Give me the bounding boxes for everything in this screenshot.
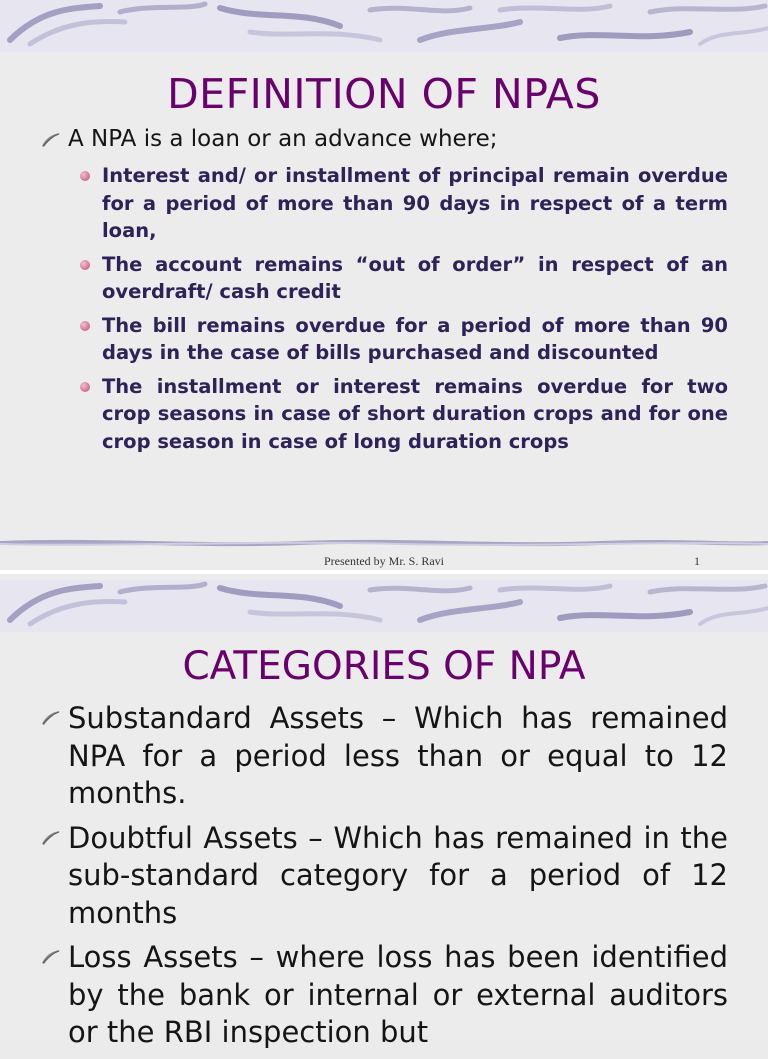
list-item <box>76 312 728 367</box>
slide-footer <box>0 552 768 570</box>
decorative-banner <box>0 580 768 632</box>
list-item <box>76 251 728 306</box>
list-item <box>40 700 728 813</box>
list-item <box>76 162 728 245</box>
list-item-text: The account remains “out of order” in respect of an overdraft/ cash credit <box>102 252 728 303</box>
list-item-text: Loss Assets – where loss has been identified by the bank or internal or external auditors or the RBI inspection but <box>68 940 728 1049</box>
pink-dot-icon <box>80 260 90 270</box>
pink-dot-icon <box>80 171 90 181</box>
list-item-text: Doubtful Assets – Which has remained in the sub-standard category for a period of 12 months <box>68 820 728 930</box>
list-item <box>40 820 728 933</box>
list-item-text: The bill remains overdue for a period of more than 90 days in the case of bills purchased and discounted <box>102 313 728 364</box>
list-item-text: Interest and/ or installment of principal remain overdue for a period of more than 90 days in respect of a term loan, <box>102 164 728 242</box>
presenter-text: Presented by Mr. S. Ravi <box>324 554 444 568</box>
pink-dot-icon <box>80 382 90 392</box>
quill-icon <box>40 830 62 846</box>
list-item-text: The installment or interest remains overdue for two crop seasons in case of short duration crops and for one crop season in case of long duration crops <box>102 374 728 453</box>
quill-icon <box>40 132 62 148</box>
slide-title: CATEGORIES OF NPA <box>182 644 586 689</box>
lead-text: A NPA is a loan or an advance where; <box>68 126 498 152</box>
list-item <box>76 373 728 456</box>
decorative-banner <box>0 0 768 52</box>
list-item-text: Substandard Assets – Which has remained NPA for a period less than or equal to 12 months. <box>68 701 728 810</box>
quill-icon <box>40 710 62 726</box>
list-item <box>40 939 728 1052</box>
slide-title: DEFINITION OF NPAS <box>167 70 601 118</box>
pink-dot-icon <box>80 321 90 331</box>
footer-divider <box>0 538 768 548</box>
definition-list <box>76 162 728 461</box>
quill-icon <box>40 949 62 965</box>
category-list <box>40 700 728 1059</box>
page-number: 1 <box>694 554 700 568</box>
